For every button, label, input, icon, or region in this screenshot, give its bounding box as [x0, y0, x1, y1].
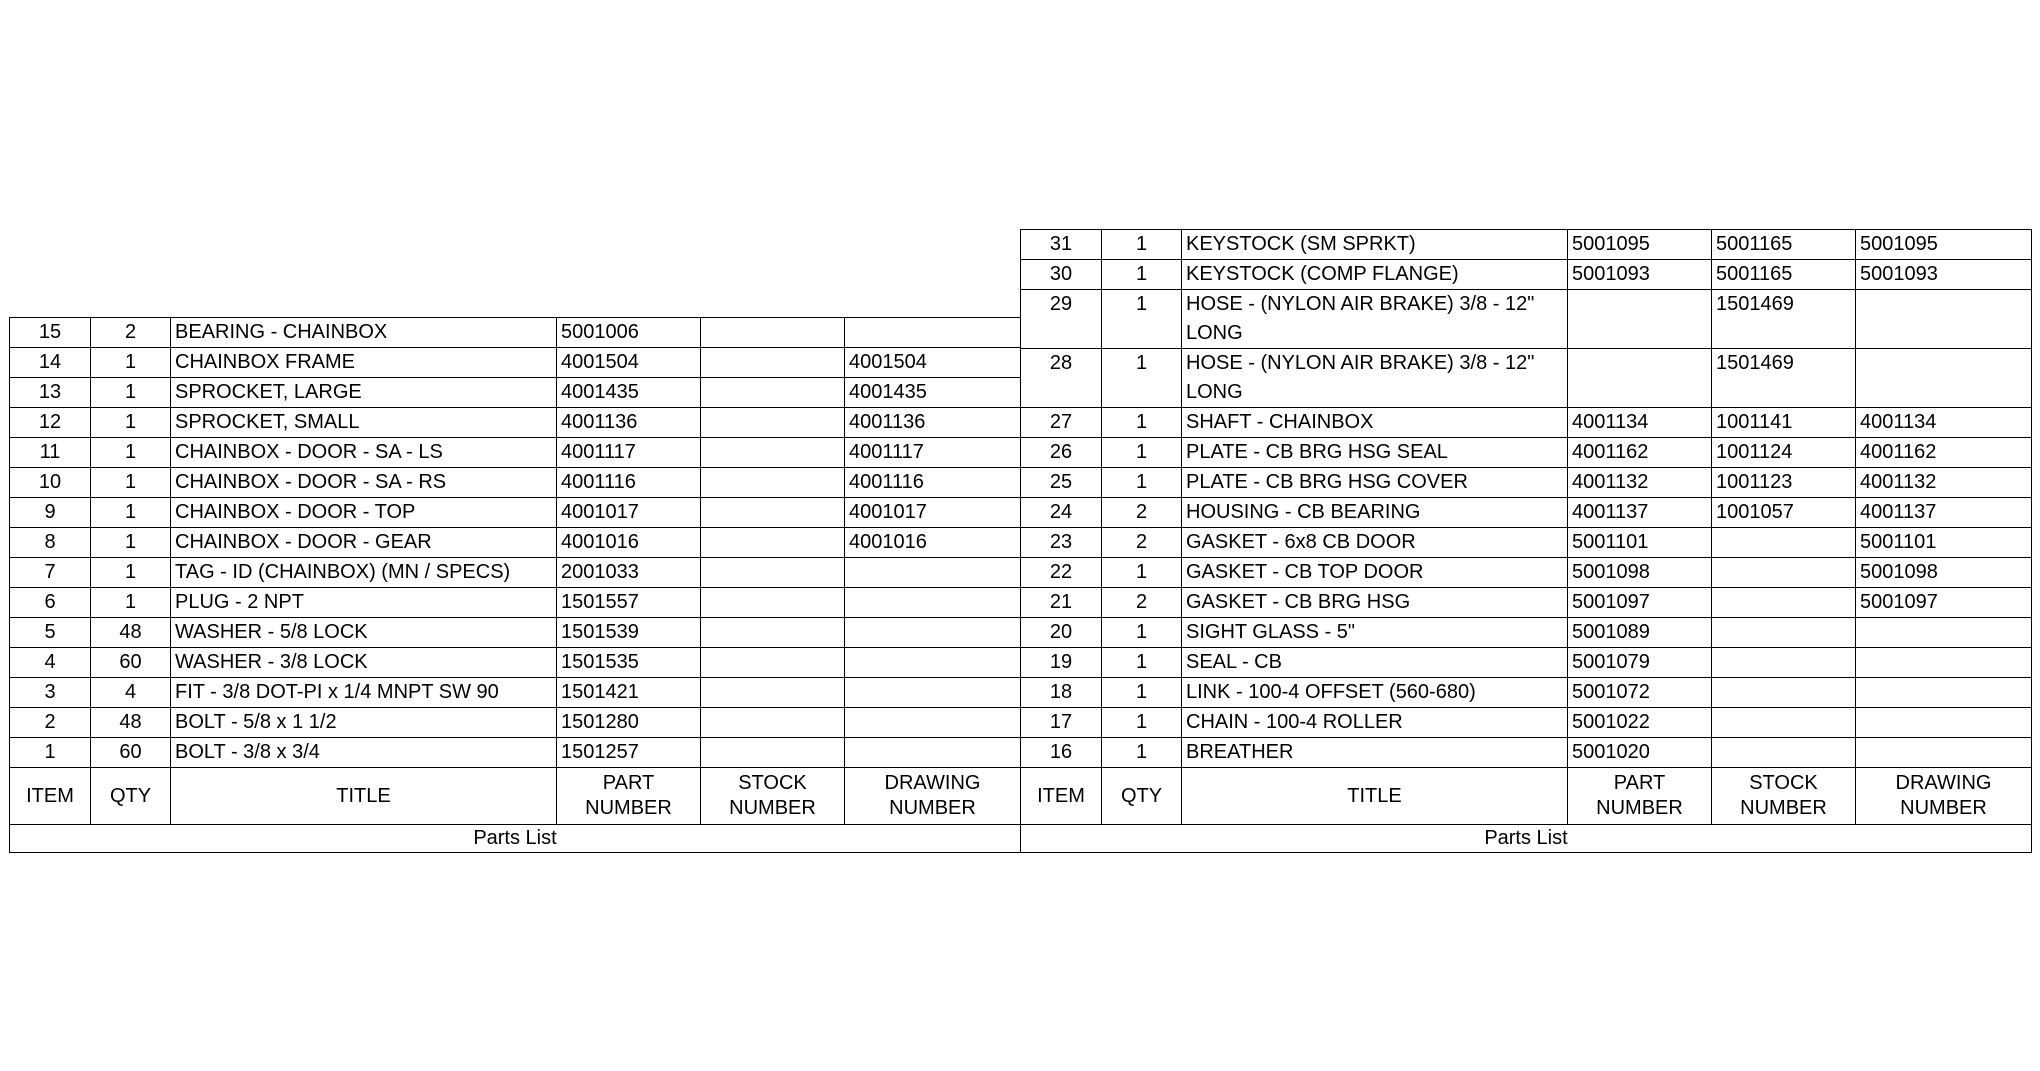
cell-qty: 1	[1102, 230, 1182, 260]
cell-item: 29	[1021, 290, 1102, 349]
cell-drawing	[845, 678, 1021, 708]
cell-stock: 5001165	[1712, 230, 1856, 260]
cell-title: HOSE - (NYLON AIR BRAKE) 3/8 - 12" LONG	[1182, 349, 1568, 408]
cell-title: SHAFT - CHAINBOX	[1182, 408, 1568, 438]
cell-item: 14	[10, 348, 91, 378]
cell-stock	[701, 558, 845, 588]
cell-part: 4001017	[557, 498, 701, 528]
cell-stock	[1712, 588, 1856, 618]
cell-item: 19	[1021, 648, 1102, 678]
cell-part: 5001093	[1568, 260, 1712, 290]
cell-drawing	[1856, 290, 2032, 349]
cell-part: 4001117	[557, 438, 701, 468]
cell-drawing: 4001017	[845, 498, 1021, 528]
cell-item: 13	[10, 378, 91, 408]
table-row	[1021, 260, 2032, 290]
parts-list-caption: Parts List	[1021, 825, 2032, 853]
table-row	[1021, 618, 2032, 648]
cell-stock: 1001124	[1712, 438, 1856, 468]
cell-part: 5001089	[1568, 618, 1712, 648]
column-header-qty: QTY	[1102, 768, 1182, 825]
cell-drawing	[845, 648, 1021, 678]
cell-qty: 1	[91, 438, 171, 468]
column-header-drawing: DRAWING NUMBER	[845, 768, 1021, 825]
cell-qty: 48	[91, 708, 171, 738]
cell-stock	[701, 348, 845, 378]
table-row	[10, 408, 1021, 438]
cell-title: BREATHER	[1182, 738, 1568, 768]
cell-stock: 1501469	[1712, 349, 1856, 408]
cell-title: CHAINBOX FRAME	[171, 348, 557, 378]
cell-item: 16	[1021, 738, 1102, 768]
cell-title: HOSE - (NYLON AIR BRAKE) 3/8 - 12" LONG	[1182, 290, 1568, 349]
cell-title: HOUSING - CB BEARING	[1182, 498, 1568, 528]
cell-drawing	[1856, 738, 2032, 768]
table-row	[1021, 468, 2032, 498]
table-row	[1021, 738, 2032, 768]
table-row	[1021, 588, 2032, 618]
cell-qty: 2	[1102, 498, 1182, 528]
column-header-item: ITEM	[1021, 768, 1102, 825]
cell-qty: 1	[91, 588, 171, 618]
cell-item: 8	[10, 528, 91, 558]
cell-title: BOLT - 3/8 x 3/4	[171, 738, 557, 768]
cell-title: GASKET - CB BRG HSG	[1182, 588, 1568, 618]
cell-part: 1501535	[557, 648, 701, 678]
cell-stock	[1712, 528, 1856, 558]
cell-part: 5001101	[1568, 528, 1712, 558]
column-header-part: PART NUMBER	[557, 768, 701, 825]
cell-drawing	[845, 618, 1021, 648]
cell-qty: 1	[1102, 558, 1182, 588]
table-row	[1021, 290, 2032, 349]
cell-qty: 2	[1102, 588, 1182, 618]
cell-part: 1501280	[557, 708, 701, 738]
table-row	[10, 438, 1021, 468]
table-row	[10, 468, 1021, 498]
cell-qty: 1	[91, 528, 171, 558]
cell-title: KEYSTOCK (COMP FLANGE)	[1182, 260, 1568, 290]
cell-stock	[701, 378, 845, 408]
cell-stock	[701, 318, 845, 348]
table-row	[10, 348, 1021, 378]
cell-title: WASHER - 5/8 LOCK	[171, 618, 557, 648]
cell-part: 5001079	[1568, 648, 1712, 678]
cell-item: 9	[10, 498, 91, 528]
cell-qty: 1	[1102, 260, 1182, 290]
cell-drawing: 4001136	[845, 408, 1021, 438]
cell-item: 17	[1021, 708, 1102, 738]
cell-qty: 1	[91, 378, 171, 408]
cell-part: 4001116	[557, 468, 701, 498]
table-row	[10, 678, 1021, 708]
column-header-title: TITLE	[171, 768, 557, 825]
cell-drawing	[845, 708, 1021, 738]
cell-drawing: 4001137	[1856, 498, 2032, 528]
cell-drawing	[845, 558, 1021, 588]
cell-drawing: 4001435	[845, 378, 1021, 408]
table-row	[10, 318, 1021, 348]
cell-drawing: 4001134	[1856, 408, 2032, 438]
cell-item: 28	[1021, 349, 1102, 408]
cell-drawing	[845, 318, 1021, 348]
table-row	[10, 708, 1021, 738]
cell-qty: 1	[91, 498, 171, 528]
cell-stock	[701, 528, 845, 558]
cell-qty: 1	[1102, 738, 1182, 768]
cell-title: BOLT - 5/8 x 1 1/2	[171, 708, 557, 738]
cell-qty: 1	[1102, 618, 1182, 648]
table-row	[1021, 230, 2032, 260]
cell-stock	[1712, 558, 1856, 588]
cell-item: 5	[10, 618, 91, 648]
cell-stock	[1712, 648, 1856, 678]
column-header-item: ITEM	[10, 768, 91, 825]
cell-qty: 60	[91, 738, 171, 768]
cell-qty: 1	[1102, 708, 1182, 738]
table-row	[1021, 408, 2032, 438]
cell-item: 4	[10, 648, 91, 678]
cell-drawing	[845, 588, 1021, 618]
table-row	[1021, 528, 2032, 558]
cell-stock	[1712, 678, 1856, 708]
table-row	[10, 558, 1021, 588]
cell-qty: 1	[1102, 290, 1182, 349]
cell-drawing	[845, 738, 1021, 768]
cell-drawing	[1856, 708, 2032, 738]
cell-item: 24	[1021, 498, 1102, 528]
cell-stock: 1501469	[1712, 290, 1856, 349]
cell-title: PLUG - 2 NPT	[171, 588, 557, 618]
cell-drawing	[1856, 349, 2032, 408]
cell-item: 6	[10, 588, 91, 618]
column-header-qty: QTY	[91, 768, 171, 825]
cell-qty: 2	[91, 318, 171, 348]
table-row	[1021, 349, 2032, 408]
cell-drawing: 5001101	[1856, 528, 2032, 558]
cell-drawing: 5001095	[1856, 230, 2032, 260]
cell-title: TAG - ID (CHAINBOX) (MN / SPECS)	[171, 558, 557, 588]
cell-drawing	[1856, 678, 2032, 708]
cell-qty: 2	[1102, 528, 1182, 558]
cell-drawing: 4001162	[1856, 438, 2032, 468]
cell-title: SEAL - CB	[1182, 648, 1568, 678]
cell-item: 11	[10, 438, 91, 468]
table-row	[10, 588, 1021, 618]
cell-qty: 1	[1102, 468, 1182, 498]
cell-part: 4001136	[557, 408, 701, 438]
cell-title: LINK - 100-4 OFFSET (560-680)	[1182, 678, 1568, 708]
cell-drawing	[1856, 618, 2032, 648]
cell-title: CHAINBOX - DOOR - TOP	[171, 498, 557, 528]
cell-part: 5001097	[1568, 588, 1712, 618]
cell-part: 4001504	[557, 348, 701, 378]
cell-stock	[1712, 738, 1856, 768]
cell-item: 31	[1021, 230, 1102, 260]
cell-item: 20	[1021, 618, 1102, 648]
table-row	[1021, 648, 2032, 678]
header-row	[10, 768, 1021, 825]
cell-part: 4001162	[1568, 438, 1712, 468]
cell-stock	[1712, 708, 1856, 738]
cell-item: 26	[1021, 438, 1102, 468]
cell-stock	[1712, 618, 1856, 648]
cell-item: 25	[1021, 468, 1102, 498]
cell-part: 1501257	[557, 738, 701, 768]
cell-item: 27	[1021, 408, 1102, 438]
cell-title: WASHER - 3/8 LOCK	[171, 648, 557, 678]
cell-part: 4001016	[557, 528, 701, 558]
cell-qty: 4	[91, 678, 171, 708]
cell-item: 18	[1021, 678, 1102, 708]
cell-stock	[701, 678, 845, 708]
cell-qty: 1	[91, 468, 171, 498]
parts-list-table-left	[9, 317, 1021, 853]
cell-item: 21	[1021, 588, 1102, 618]
cell-title: FIT - 3/8 DOT-PI x 1/4 MNPT SW 90	[171, 678, 557, 708]
table-row	[1021, 678, 2032, 708]
cell-qty: 1	[91, 408, 171, 438]
table-row	[10, 618, 1021, 648]
cell-item: 7	[10, 558, 91, 588]
cell-title: SIGHT GLASS - 5"	[1182, 618, 1568, 648]
cell-title: CHAINBOX - DOOR - SA - RS	[171, 468, 557, 498]
table-row	[10, 648, 1021, 678]
cell-stock: 1001057	[1712, 498, 1856, 528]
cell-item: 3	[10, 678, 91, 708]
cell-item: 2	[10, 708, 91, 738]
cell-title: GASKET - 6x8 CB DOOR	[1182, 528, 1568, 558]
cell-drawing: 5001098	[1856, 558, 2032, 588]
cell-drawing: 4001016	[845, 528, 1021, 558]
cell-title: GASKET - CB TOP DOOR	[1182, 558, 1568, 588]
cell-part: 5001020	[1568, 738, 1712, 768]
cell-part: 5001006	[557, 318, 701, 348]
column-header-title: TITLE	[1182, 768, 1568, 825]
cell-drawing: 4001132	[1856, 468, 2032, 498]
cell-title: CHAIN - 100-4 ROLLER	[1182, 708, 1568, 738]
cell-stock	[701, 438, 845, 468]
cell-item: 23	[1021, 528, 1102, 558]
cell-drawing: 4001117	[845, 438, 1021, 468]
cell-item: 22	[1021, 558, 1102, 588]
cell-stock: 1001141	[1712, 408, 1856, 438]
table-row	[1021, 438, 2032, 468]
cell-part: 4001435	[557, 378, 701, 408]
column-header-drawing: DRAWING NUMBER	[1856, 768, 2032, 825]
cell-part: 4001132	[1568, 468, 1712, 498]
cell-qty: 1	[1102, 408, 1182, 438]
cell-part: 4001137	[1568, 498, 1712, 528]
column-header-stock: STOCK NUMBER	[701, 768, 845, 825]
table-row	[10, 738, 1021, 768]
cell-stock: 5001165	[1712, 260, 1856, 290]
cell-part	[1568, 290, 1712, 349]
header-row	[1021, 768, 2032, 825]
cell-stock	[701, 588, 845, 618]
cell-qty: 1	[1102, 648, 1182, 678]
cell-part: 1501421	[557, 678, 701, 708]
cell-stock	[701, 618, 845, 648]
cell-part: 5001072	[1568, 678, 1712, 708]
cell-item: 1	[10, 738, 91, 768]
cell-stock: 1001123	[1712, 468, 1856, 498]
cell-drawing: 4001116	[845, 468, 1021, 498]
cell-stock	[701, 498, 845, 528]
cell-stock	[701, 738, 845, 768]
table-row	[1021, 498, 2032, 528]
table-row	[10, 378, 1021, 408]
cell-item: 15	[10, 318, 91, 348]
cell-title: CHAINBOX - DOOR - GEAR	[171, 528, 557, 558]
cell-drawing	[1856, 648, 2032, 678]
cell-item: 12	[10, 408, 91, 438]
cell-title: BEARING - CHAINBOX	[171, 318, 557, 348]
cell-part: 4001134	[1568, 408, 1712, 438]
cell-part: 1501557	[557, 588, 701, 618]
cell-title: KEYSTOCK (SM SPRKT)	[1182, 230, 1568, 260]
cell-qty: 1	[91, 558, 171, 588]
cell-item: 30	[1021, 260, 1102, 290]
cell-drawing: 5001093	[1856, 260, 2032, 290]
table-row	[1021, 558, 2032, 588]
cell-part	[1568, 349, 1712, 408]
cell-qty: 1	[91, 348, 171, 378]
cell-qty: 1	[1102, 438, 1182, 468]
cell-part: 1501539	[557, 618, 701, 648]
cell-part: 5001022	[1568, 708, 1712, 738]
cell-title: CHAINBOX - DOOR - SA - LS	[171, 438, 557, 468]
parts-list-table-right	[1020, 229, 2032, 853]
cell-part: 5001095	[1568, 230, 1712, 260]
cell-title: PLATE - CB BRG HSG COVER	[1182, 468, 1568, 498]
cell-stock	[701, 708, 845, 738]
table-row	[10, 498, 1021, 528]
cell-drawing: 5001097	[1856, 588, 2032, 618]
cell-part: 5001098	[1568, 558, 1712, 588]
cell-drawing: 4001504	[845, 348, 1021, 378]
column-header-stock: STOCK NUMBER	[1712, 768, 1856, 825]
column-header-part: PART NUMBER	[1568, 768, 1712, 825]
cell-qty: 1	[1102, 349, 1182, 408]
cell-item: 10	[10, 468, 91, 498]
cell-stock	[701, 408, 845, 438]
table-row	[10, 528, 1021, 558]
parts-list-caption: Parts List	[10, 825, 1021, 853]
table-row	[1021, 708, 2032, 738]
cell-part: 2001033	[557, 558, 701, 588]
cell-stock	[701, 468, 845, 498]
cell-qty: 48	[91, 618, 171, 648]
cell-title: PLATE - CB BRG HSG SEAL	[1182, 438, 1568, 468]
cell-title: SPROCKET, SMALL	[171, 408, 557, 438]
cell-title: SPROCKET, LARGE	[171, 378, 557, 408]
cell-stock	[701, 648, 845, 678]
cell-qty: 1	[1102, 678, 1182, 708]
cell-qty: 60	[91, 648, 171, 678]
